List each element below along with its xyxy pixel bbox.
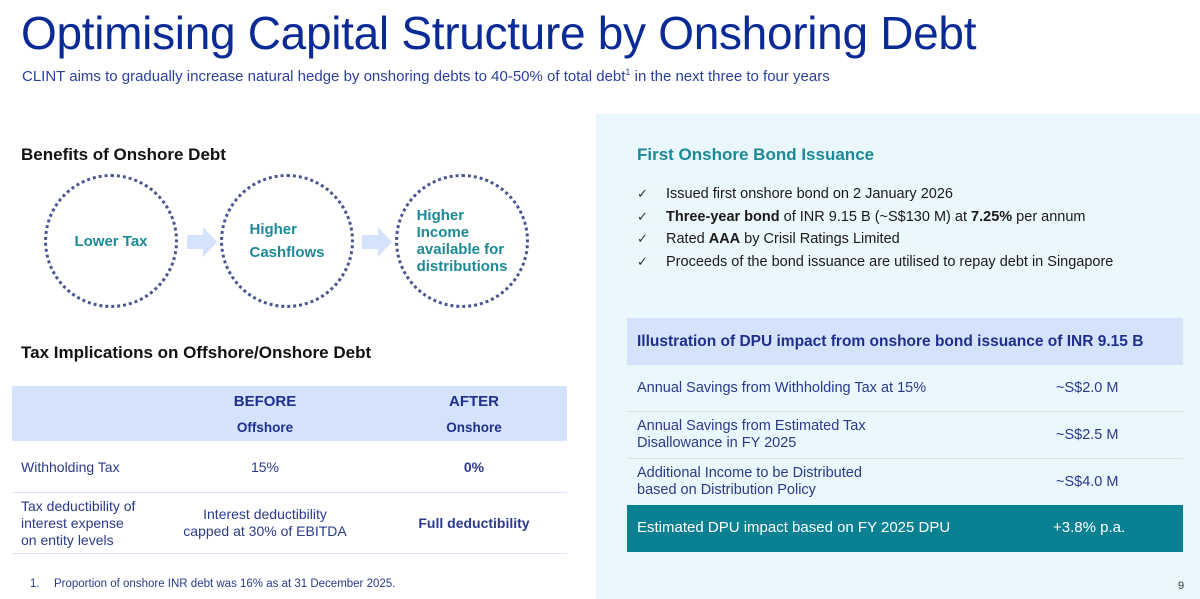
before-value: 15%: [250, 459, 280, 475]
benefit-label: Higher Cashflows: [249, 221, 325, 261]
bullet-text: Three-year bond of INR 9.15 B (~S$130 M) at 7.25% per annum: [666, 208, 1086, 225]
page-subtitle: [22, 67, 830, 85]
column-before: BEFORE: [233, 393, 297, 410]
footnote: [30, 578, 395, 590]
check-icon: ✓: [637, 208, 648, 224]
benefit-circle-lower-tax: [44, 174, 178, 308]
column-before-sub: Offshore: [236, 420, 294, 435]
row-label: Tax deductibility of interest expense on entity levels: [21, 498, 136, 548]
table-row: [12, 441, 567, 493]
row-label: Additional Income to be Distributed based on Distribution Policy: [637, 465, 862, 498]
dpu-table-header: Illustration of DPU impact from onshore bond issuance of INR 9.15 B: [627, 318, 1183, 365]
after-value: Full deductibility: [418, 515, 530, 531]
footnote-number: 1.: [30, 578, 40, 590]
bond-bullet-item: [637, 186, 1113, 209]
before-value: Interest deductibility capped at 30% of EBITDA: [183, 506, 347, 539]
bond-heading: First Onshore Bond Issuance: [637, 145, 875, 164]
table-row: [12, 493, 567, 554]
right-arrow-icon: [187, 227, 217, 257]
bullet-text: Issued first onshore bond on 2 January 2026: [666, 186, 953, 202]
page-number: 9: [1178, 580, 1185, 592]
bond-bullet-item: [637, 231, 1113, 254]
total-label: Estimated DPU impact based on FY 2025 DPU: [637, 519, 951, 536]
row-label: Annual Savings from Withholding Tax at 15%: [637, 380, 927, 396]
bullet-text: Proceeds of the bond issuance are utilised to repay debt in Singapore: [666, 253, 1114, 270]
tax-implications-table: [12, 386, 567, 554]
bond-bullet-item: [637, 209, 1113, 232]
table-row: [627, 412, 1183, 459]
total-value: +3.8% p.a.: [1053, 519, 1126, 536]
row-value: ~S$2.5 M: [1056, 427, 1119, 443]
bullet-text: Rated AAA by Crisil Ratings Limited: [666, 231, 900, 247]
row-value: ~S$4.0 M: [1056, 474, 1119, 490]
tax-heading: Tax Implications on Offshore/Onshore Debt: [21, 343, 372, 362]
subtitle-text: CLINT aims to gradually increase natural hedge by onshoring debts to 40-50% of total debt: [22, 68, 626, 85]
after-value: 0%: [463, 459, 485, 475]
benefits-heading: Benefits of Onshore Debt: [21, 145, 226, 164]
column-after: AFTER: [449, 393, 499, 410]
page-title: Optimising Capital Structure by Onshoring Debt: [21, 7, 977, 59]
dpu-impact-table: [627, 318, 1183, 552]
row-label: Annual Savings from Estimated Tax Disallowance in FY 2025: [637, 418, 866, 451]
benefit-circle-higher-cashflows: [220, 174, 354, 308]
check-icon: ✓: [637, 253, 648, 269]
check-icon: ✓: [637, 186, 648, 201]
check-icon: ✓: [637, 231, 648, 246]
bond-bullet-list: [637, 186, 1113, 276]
benefit-label: Lower Tax: [74, 232, 148, 250]
column-after-sub: Onshore: [446, 420, 502, 435]
footnote-text: Proportion of onshore INR debt was 16% as at 31 December 2025.: [54, 578, 396, 590]
benefit-circle-higher-income: [395, 174, 529, 308]
row-label: Withholding Tax: [21, 459, 120, 475]
subtitle-text-end: in the next three to four years: [630, 68, 830, 85]
table-row: [627, 459, 1183, 505]
table-header: [12, 386, 567, 441]
table-row: [627, 365, 1183, 412]
dpu-total-row: [627, 505, 1183, 552]
row-value: ~S$2.0 M: [1056, 380, 1119, 396]
benefit-label: Higher Income available for distributions: [416, 207, 508, 275]
footnote-ref: 1: [625, 67, 631, 77]
right-arrow-icon: [362, 227, 392, 257]
bond-bullet-item: [637, 254, 1113, 277]
